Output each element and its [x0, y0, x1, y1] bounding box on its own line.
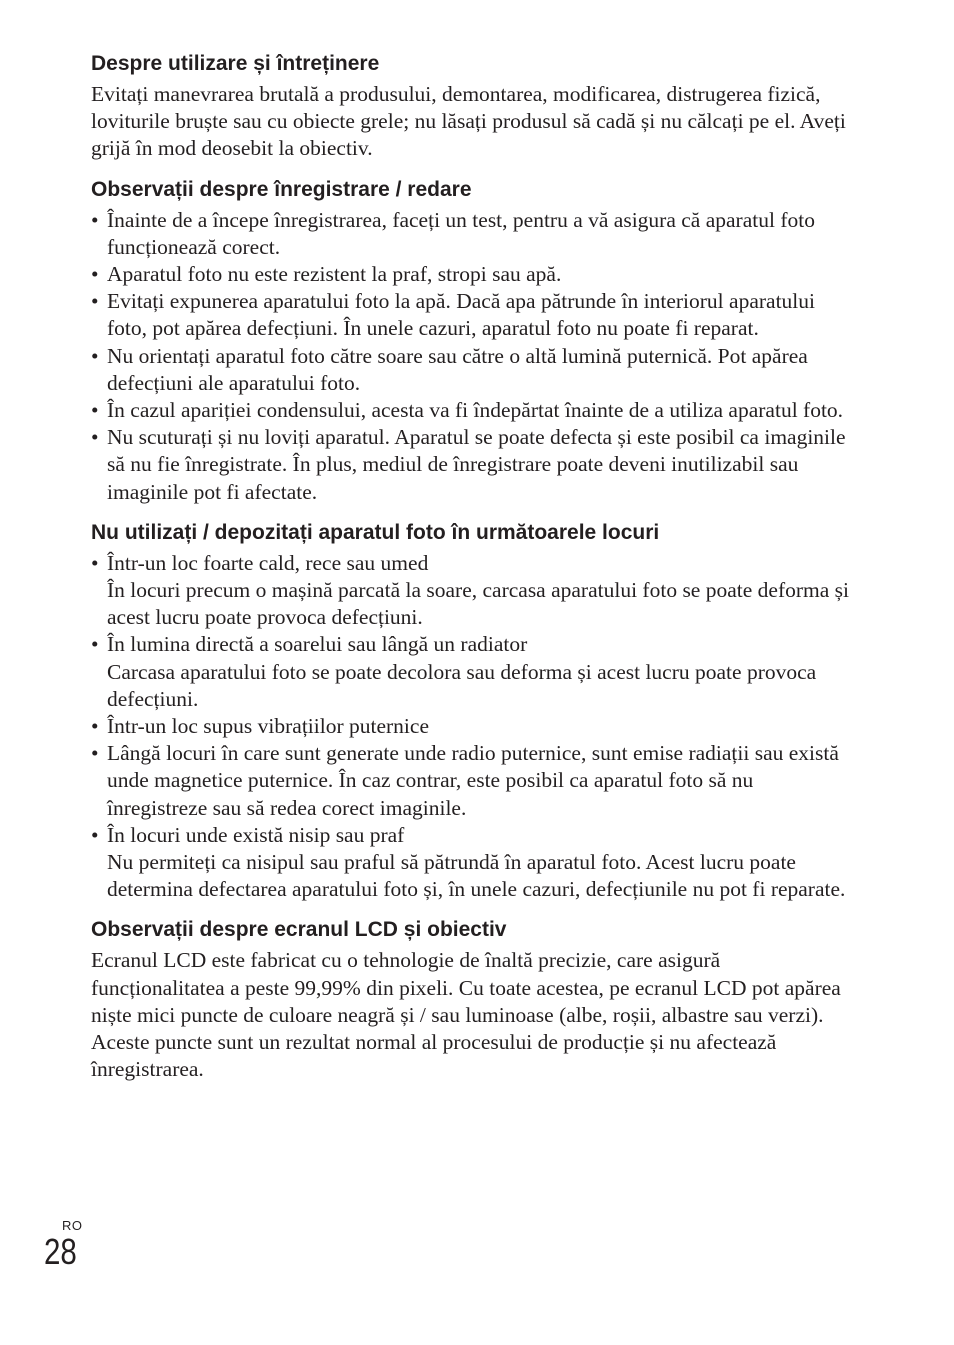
item-title: În locuri unde există nisip sau praf: [107, 822, 405, 847]
list-item: • Evitați expunerea aparatului foto la apă. Dacă apa pătrunde în interiorul aparatului foto, pot apărea defecțiuni. În unele cazuri, aparatul foto nu poate fi reparat.: [91, 289, 815, 341]
list-item: [91, 631, 851, 713]
bullet-icon: •: [91, 741, 99, 766]
list-item: • Aparatul foto nu este rezistent la praf, stropi sau apă.: [91, 261, 851, 288]
page-content: [91, 50, 851, 1097]
bullet-icon: •: [91, 343, 99, 368]
bullet-icon: •: [91, 289, 99, 314]
section-heading: Nu utilizați / depozitați aparatul foto în următoarele locuri: [91, 520, 660, 544]
section-paragraph: Evitați manevrarea brutală a produsului, demontarea, modificarea, distrugerea fizică, loviturile bruște sau cu obiecte grele; nu lăsați produsul să cadă și nu călcați pe el. Aveți grijă în mod deosebit la obiectiv.: [91, 82, 846, 161]
item-title: În lumina directă a soarelui sau lângă un radiator: [107, 632, 528, 657]
bullet-icon: •: [91, 398, 99, 423]
section-lcd-lens: [91, 916, 851, 1083]
list-item: [91, 740, 851, 822]
bullet-icon: •: [91, 262, 99, 287]
section-paragraph: Ecranul LCD este fabricat cu o tehnologie de înaltă precizie, care asigură funcționalitatea a peste 99,99% din pixeli. Cu toate acestea, pe ecranul LCD pot apărea niște mici puncte de culoare neagră și / sau luminoase (albe, roșii, albastre sau verzi). Aceste puncte sunt un rezultat normal al procesului de producție și nu afectează înregistrarea.: [91, 948, 841, 1082]
list-item: [91, 550, 851, 632]
bullet-icon: •: [91, 632, 99, 657]
item-detail: În locuri precum o mașină parcată la soare, carcasa aparatului foto se poate deforma și acest lucru poate provoca defecțiuni.: [107, 578, 850, 630]
list-item: • Nu orientați aparatul foto către soare sau către o altă lumină puternică. Pot apărea defecțiuni ale aparatului foto.: [91, 343, 808, 395]
section-heading: Observații despre ecranul LCD și obiectiv: [91, 918, 507, 942]
section-storage-locations: [91, 519, 851, 904]
list-item: [91, 713, 851, 740]
bullet-icon: •: [91, 822, 99, 847]
list-item: • Înainte de a începe înregistrarea, faceți un test, pentru a vă asigura că aparatul foto funcționează corect.: [91, 207, 815, 259]
section-heading: Observații despre înregistrare / redare: [91, 177, 472, 201]
bullet-list: [91, 207, 851, 506]
bullet-icon: •: [91, 714, 99, 739]
list-item: • Nu scuturați și nu loviți aparatul. Aparatul se poate defecta și este posibil ca imaginile să nu fie înregistrate. În plus, mediul de înregistrare poate deveni inutilizabil sau imaginile pot fi afectate.: [91, 425, 846, 504]
bullet-icon: •: [91, 425, 99, 450]
item-title: Lângă locuri în care sunt generate unde radio puternice, sunt emise radiații sau există unde magnetice puternice. În caz contrar, este posibil ca aparatul foto să nu înregistreze sau să redea corect imaginile.: [107, 741, 839, 820]
section-heading: Despre utilizare și întreținere: [91, 52, 380, 75]
item-detail: Nu permiteți ca nisipul sau praful să pătrundă în aparatul foto. Acest lucru poate determina defectarea aparatului foto și, în unele cazuri, defecțiunile nu pot fi reparate.: [107, 850, 846, 902]
page-footer: [44, 1218, 84, 1272]
language-code: RO: [62, 1218, 83, 1233]
section-recording-playback: [91, 176, 851, 506]
bullet-icon: •: [91, 207, 99, 232]
item-title: Într-un loc supus vibrațiilor puternice: [107, 714, 429, 739]
section-usage-maintenance: [91, 50, 851, 163]
list-item: [91, 822, 851, 904]
page-number: 28: [44, 1231, 77, 1272]
item-detail: Carcasa aparatului foto se poate decolora sau deforma și acest lucru poate provoca defecțiuni.: [107, 659, 817, 711]
item-title: Într-un loc foarte cald, rece sau umed: [107, 550, 429, 575]
list-item: • În cazul apariției condensului, acesta va fi îndepărtat înainte de a utiliza aparatul foto.: [91, 397, 851, 424]
bullet-icon: •: [91, 550, 99, 575]
bullet-list: [91, 550, 851, 904]
